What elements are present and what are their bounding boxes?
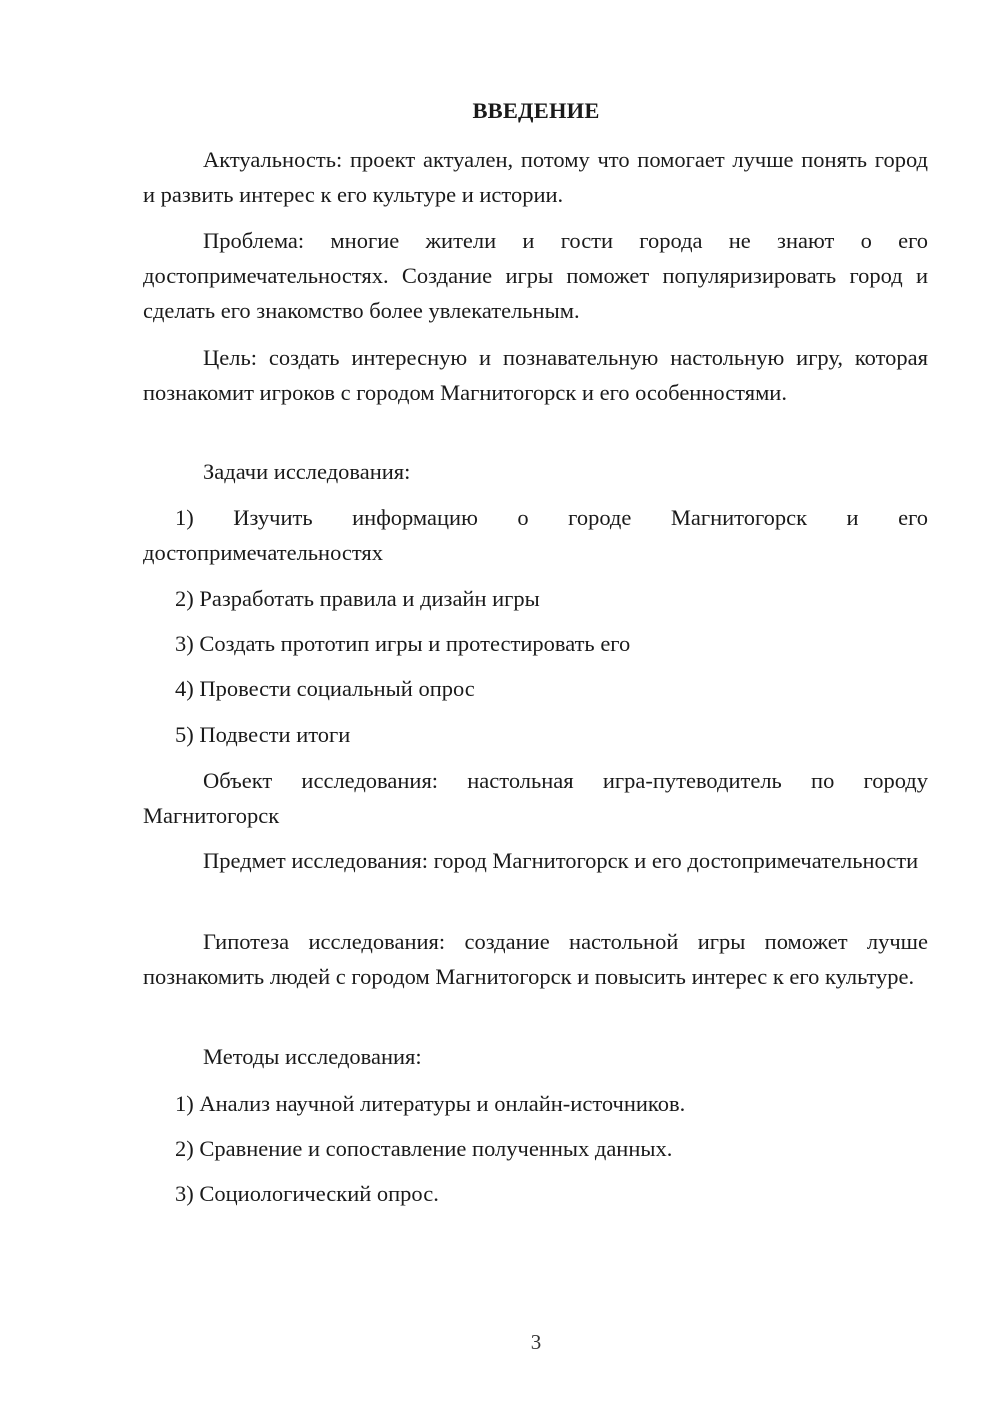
task-item-3: 3) Создать прототип игры и протестировать его (175, 631, 631, 656)
method-item-3: 3) Социологический опрос. (175, 1181, 439, 1206)
hypothesis-paragraph: Гипотеза исследования: создание настольной игры поможет лучше познакомить людей с городом Магнитогорск и повысить интерес к его культуре. (143, 929, 928, 989)
task-item-4: 4) Провести социальный опрос (175, 676, 475, 701)
task-item-5: 5) Подвести итоги (175, 722, 351, 747)
task-item-1: 1) Изучить информацию о городе Магнитогорск и его достопримечательностях (143, 505, 928, 565)
page-title: ВВЕДЕНИЕ (472, 98, 600, 123)
subject-paragraph: Предмет исследования: город Магнитогорск и его достопримечательности (203, 848, 919, 873)
goal-paragraph: Цель: создать интересную и познавательную настольную игру, которая познакомит игроков с городом Магнитогорск и его особенностями. (143, 345, 928, 405)
relevance-paragraph: Актуальность: проект актуален, потому что помогает лучше понять город и развить интерес к его культуре и истории. (143, 147, 928, 207)
method-item-1: 1) Анализ научной литературы и онлайн-источников. (175, 1091, 686, 1116)
object-paragraph: Объект исследования: настольная игра-путеводитель по городу Магнитогорск (143, 768, 928, 828)
task-item-2: 2) Разработать правила и дизайн игры (175, 586, 540, 611)
page-number: 3 (530, 1330, 542, 1354)
problem-paragraph: Проблема: многие жители и гости города не знают о его достопримечательностях. Создание игры поможет популяризировать город и сделать его знакомство более увлекательным. (143, 228, 928, 323)
tasks-heading: Задачи исследования: (203, 459, 411, 484)
methods-heading: Методы исследования: (203, 1044, 422, 1069)
method-item-2: 2) Сравнение и сопоставление полученных данных. (175, 1136, 673, 1161)
